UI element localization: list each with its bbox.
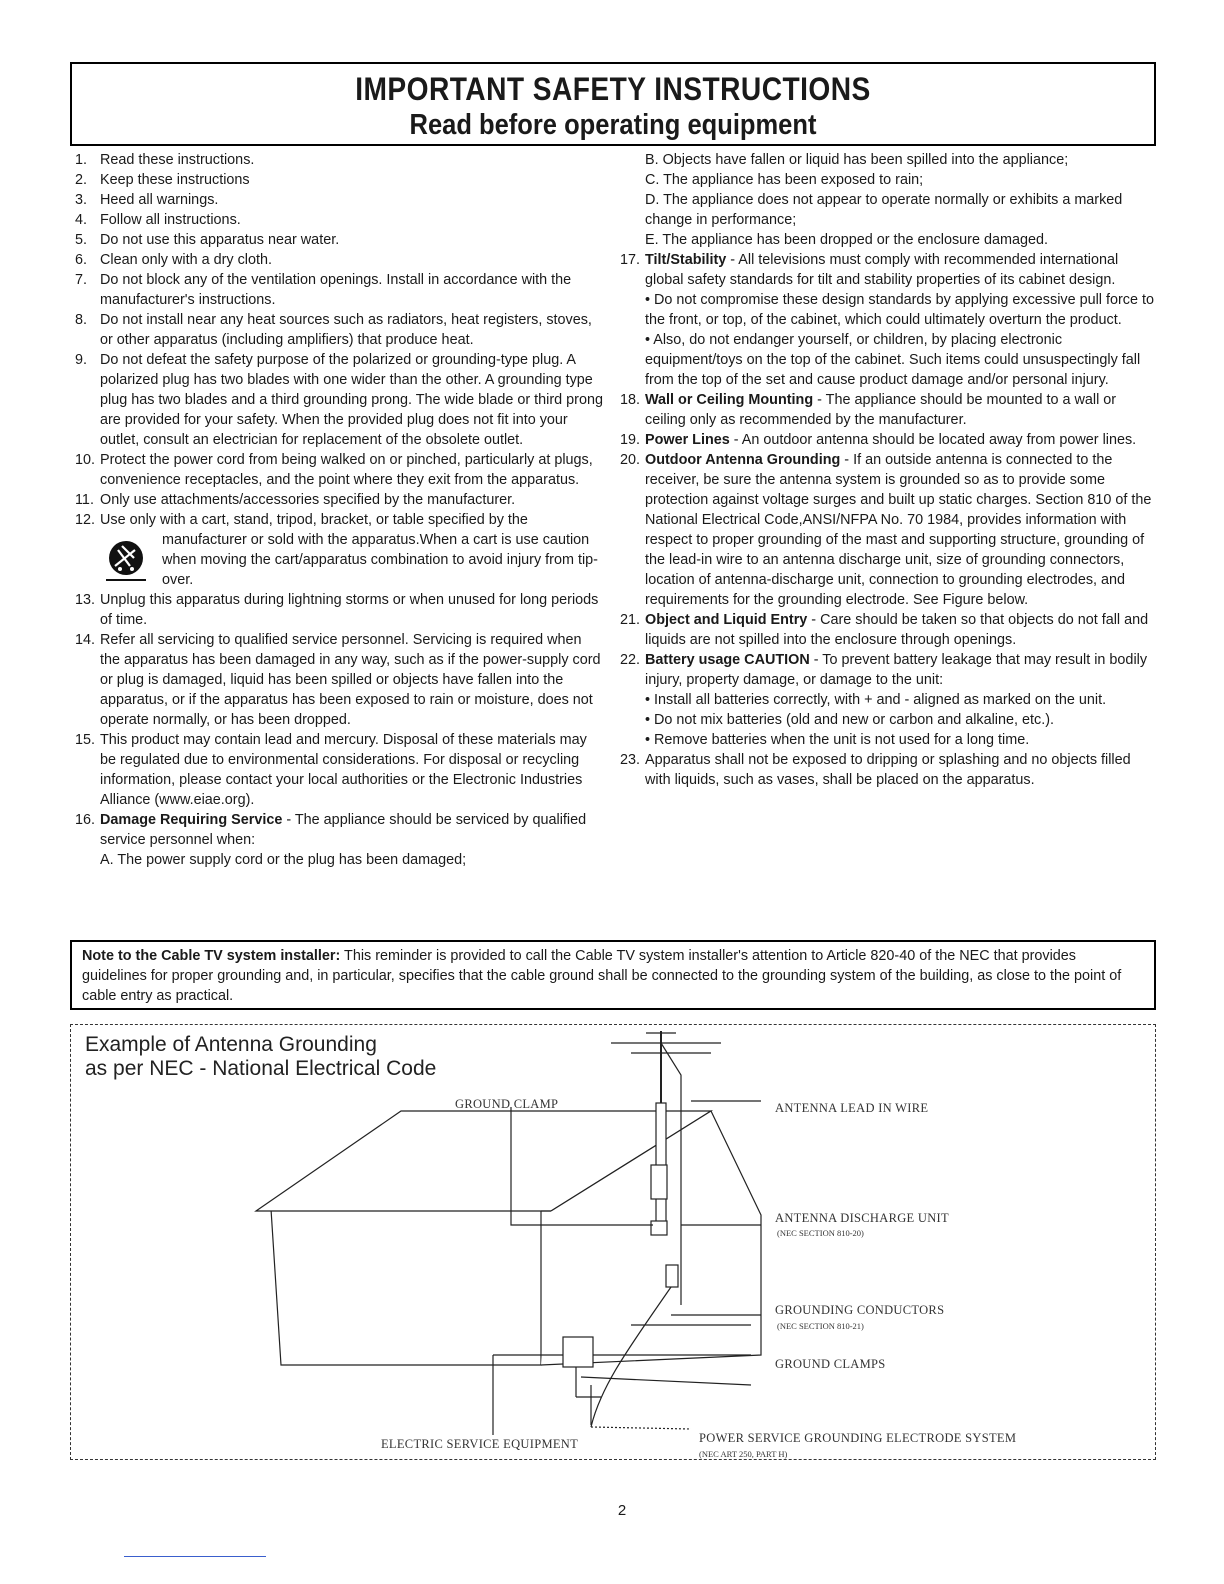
list-item: 15. This product may contain lead and mercury. Disposal of these materials may be regulated due to environmental considerations. For disposal or recycling information, please contact your local authorities or the Electronic Industries Alliance (www.eiae.org). [75, 732, 587, 808]
list-item: 9. Do not defeat the safety purpose of the polarized or grounding-type plug. A polarized plug has two blades with one wider than the other. A grounding type plug has two blades and a third grounding prong. The wide blade or third prong are provided for your safety. When the provided plug does not fit into your outlet, consult an electrician for replacement of the obsolete outlet. [75, 352, 603, 448]
list-item-cart-warning: 12. Use only with a cart, stand, tripod, bracket, or table specified by the manufacturer or sold with the apparatus.When a cart is use caution when moving the cart/apparatus combination to avoid injury from tip-over. [75, 512, 598, 588]
page-number: 2 [617, 1502, 627, 1519]
list-item: 2. Keep these instructions [75, 172, 250, 188]
left-column [75, 150, 605, 870]
list-item-wall-mounting: 18. Wall or Ceiling Mounting - The appliance should be mounted to a wall or ceiling only as recommended by the manufacturer. [620, 392, 1117, 428]
list-item-object-liquid: 21. Object and Liquid Entry - Care should be taken so that objects do not fall and liquids are not spilled into the enclosure through openings. [620, 612, 1149, 648]
list-item-tilt-stability: 17. Tilt/Stability - All televisions must comply with recommended international global safety standards for tilt and stability properties of its cabinet design. • Do not compromise these design standards by applying excessive pull force to the front, or top, of the cabinet, which could ultimately overturn the product. • Also, do not endanger yourself, or children, by placing electronic equipment/toys on the top of the cabinet. Such items could unsuspectingly fall from the top of the set and cause product damage and/or personal injury. [620, 252, 1154, 388]
list-item: 3. Heed all warnings. [75, 192, 219, 208]
label-power-service: POWER SERVICE GROUNDING ELECTRODE SYSTEM [699, 1431, 1017, 1445]
page-title: IMPORTANT SAFETY INSTRUCTIONS [355, 71, 871, 107]
label-grounding-conductors: GROUNDING CONDUCTORS [775, 1303, 945, 1317]
right-column [620, 150, 1156, 790]
list-item: 4. Follow all instructions. [75, 212, 241, 228]
label-discharge-section: (NEC SECTION 810-20) [777, 1228, 864, 1238]
list-item-battery-caution: 22. Battery usage CAUTION - To prevent battery leakage that may result in bodily injury, property damage, or damage to the unit: • Install all batteries correctly, with + and - aligned as marked on the unit. • Do not mix batteries (old and new or carbon and alkaline, etc.). • Remove batteries when the unit is not used for a long time. [620, 652, 1148, 748]
damage-condition-d: D. The appliance does not appear to operate normally or exhibits a marked change in performance; [645, 192, 1123, 228]
list-item-antenna-grounding: 20. Outdoor Antenna Grounding - If an outside antenna is connected to the receiver, be sure the antenna system is grounded so as to provide some protection against voltage surges and built up static charges. Section 810 of the National Electrical Code,ANSI/NFPA No. 70 1984, provides information with respect to proper grounding of the mast and supporting structure, grounding of the lead-in wire to an antenna discharge unit, size of grounding connectors, location of antenna-discharge unit, connection to grounding electrodes, and requirements for the grounding electrode. See Figure below. [620, 452, 1152, 608]
label-antenna-lead: ANTENNA LEAD IN WIRE [775, 1101, 929, 1115]
label-power-section: (NEC ART 250, PART H) [699, 1449, 788, 1459]
list-item: 5. Do not use this apparatus near water. [75, 232, 340, 248]
label-conductors-section: (NEC SECTION 810-21) [777, 1321, 864, 1331]
cable-installer-note: Note to the Cable TV system installer: This reminder is provided to call the Cable TV system installer's attention to Article 820-40 of the NEC that provides guidelines for proper grounding and, in particular, specifies that the cable ground shall be connected to the grounding system of the building, as close to the point of cable entry as practical. [70, 940, 1156, 1010]
list-item-power-lines: 19. Power Lines - An outdoor antenna should be located away from power lines. [620, 432, 1137, 448]
footnote-rule [124, 1556, 266, 1557]
label-ground-clamp: GROUND CLAMP [455, 1097, 559, 1111]
antenna-grounding-diagram [70, 1024, 1156, 1460]
list-item: 7. Do not block any of the ventilation openings. Install in accordance with the manufacturer's instructions. [75, 272, 572, 308]
page-subtitle: Read before operating equipment [409, 109, 817, 141]
label-discharge-unit: ANTENNA DISCHARGE UNIT [775, 1211, 949, 1225]
list-item-dripping: 23. Apparatus shall not be exposed to dripping or splashing and no objects filled with liquids, such as vases, shall be placed on the apparatus. [620, 752, 1131, 788]
house-antenna-illustration [71, 1025, 1157, 1461]
list-item: 14. Refer all servicing to qualified service personnel. Servicing is required when the apparatus has been damaged in any way, such as if the power-supply cord or plug is damaged, liquid has been spilled or objects have fallen into the apparatus, or if the apparatus has been exposed to rain or moisture, does not operate normally, or has been dropped. [75, 632, 601, 728]
damage-condition-b: B. Objects have fallen or liquid has been spilled into the appliance; [645, 152, 1069, 168]
diagram-title: Example of Antenna Grounding as per NEC - National Electrical Code [85, 1033, 437, 1080]
list-item: 13. Unplug this apparatus during lightning storms or when unused for long periods of time. [75, 592, 599, 628]
label-electric-service: ELECTRIC SERVICE EQUIPMENT [381, 1437, 579, 1451]
header-box [70, 62, 1156, 146]
list-item: 10. Protect the power cord from being walked on or pinched, particularly at plugs, convenience receptacles, and the point where they exit from the apparatus. [75, 452, 593, 488]
list-item: 8. Do not install near any heat sources such as radiators, heat registers, stoves, or other apparatus (including amplifiers) that produce heat. [75, 312, 592, 348]
list-item-damage-service: 16. Damage Requiring Service - The appliance should be serviced by qualified service personnel when: A. The power supply cord or the plug has been damaged; [75, 812, 587, 868]
damage-condition-e: E. The appliance has been dropped or the enclosure damaged. [645, 232, 1048, 248]
damage-condition-c: C. The appliance has been exposed to rain; [645, 172, 924, 188]
list-item: 1. Read these instructions. [75, 152, 255, 168]
list-item: 11. Only use attachments/accessories specified by the manufacturer. [75, 492, 516, 508]
list-item: 6. Clean only with a dry cloth. [75, 252, 272, 268]
cart-tipover-warning-icon [100, 536, 152, 582]
label-ground-clamps: GROUND CLAMPS [775, 1357, 886, 1371]
